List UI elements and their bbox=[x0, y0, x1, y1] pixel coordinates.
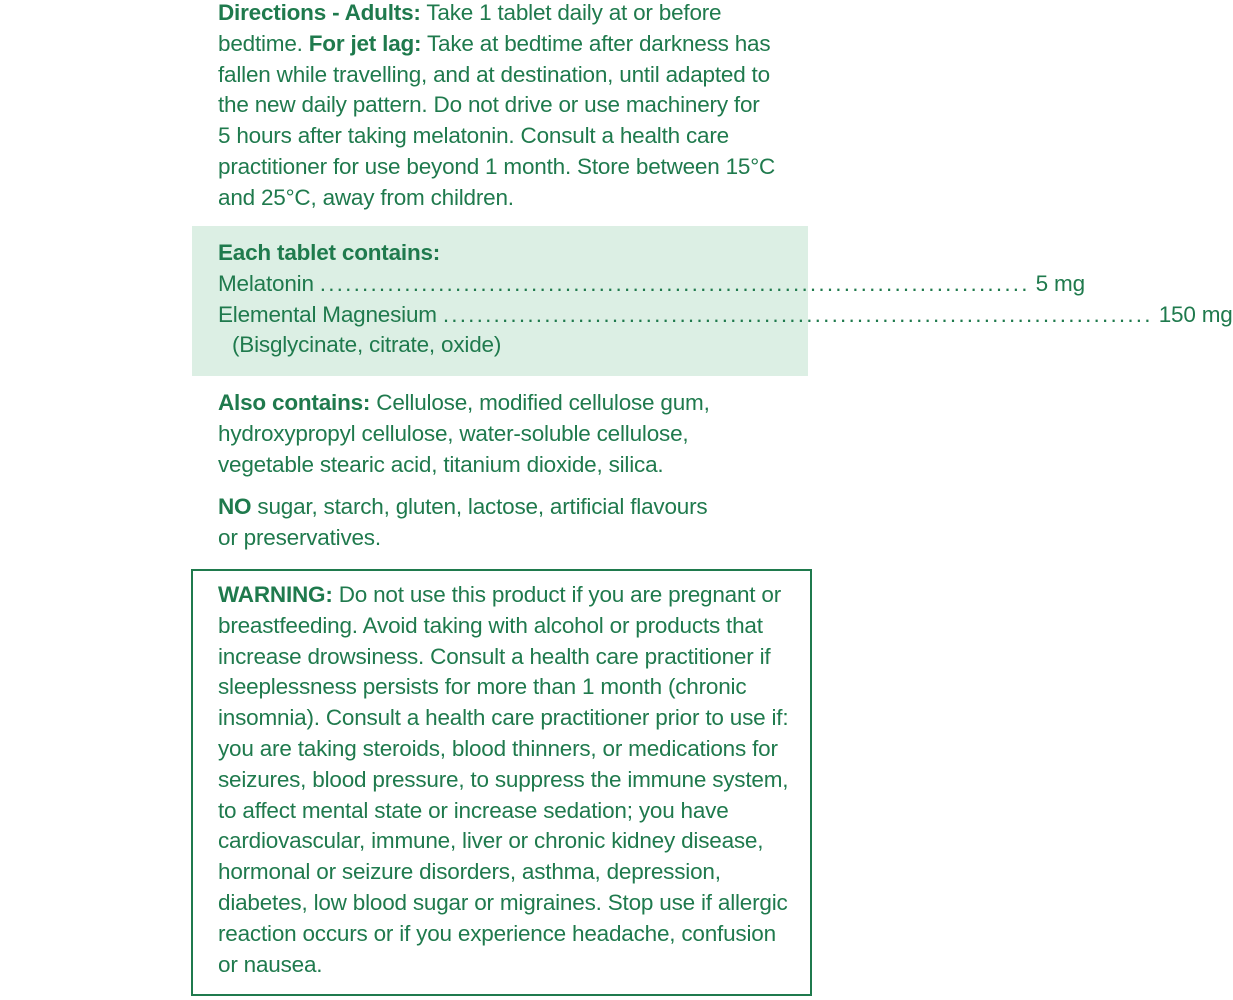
free-from-line: or preservatives. bbox=[218, 524, 381, 550]
ingredient-name: Melatonin bbox=[218, 270, 314, 296]
no-label: NO bbox=[218, 494, 252, 519]
ingredient-amount: 5 mg bbox=[1035, 270, 1085, 296]
warning-line: WARNING: Do not use this product if you are pregnant or bbox=[218, 582, 782, 607]
directions-line: and 25°C, away from children. bbox=[218, 184, 514, 210]
free-from-line: NO sugar, starch, gluten, lactose, artificial flavours bbox=[218, 494, 708, 519]
ingredient-row bbox=[218, 269, 1085, 300]
also-contains-line: hydroxypropyl cellulose, water-soluble cellulose, bbox=[218, 420, 689, 446]
also-contains-label: Also contains: bbox=[218, 390, 371, 415]
warning-line: sleeplessness persists for more than 1 month (chronic bbox=[218, 674, 747, 700]
warning-line: seizures, blood pressure, to suppress the immune system, bbox=[218, 766, 789, 792]
dot-leader: .................................................................................... bbox=[442, 301, 1153, 327]
directions-section bbox=[218, 0, 775, 214]
warning-section bbox=[218, 580, 788, 980]
warning-line: diabetes, low blood sugar or migraines. Stop use if allergic bbox=[218, 889, 788, 915]
directions-adults-label: Directions - Adults: bbox=[218, 0, 421, 25]
directions-line: practitioner for use beyond 1 month. Store between 15°C bbox=[218, 153, 776, 179]
ingredients-heading: Each tablet contains: bbox=[218, 240, 441, 265]
warning-line: breastfeeding. Avoid taking with alcohol or products that bbox=[218, 612, 763, 638]
ingredient-sub-note: (Bisglycinate, citrate, oxide) bbox=[232, 332, 502, 358]
also-contains-section bbox=[218, 388, 710, 480]
warning-line: cardiovascular, immune, liver or chronic kidney disease, bbox=[218, 828, 764, 854]
directions-line: fallen while travelling, and at destination, until adapted to bbox=[218, 61, 770, 87]
also-contains-line: Also contains: Cellulose, modified cellulose gum, bbox=[218, 390, 710, 415]
also-contains-line: vegetable stearic acid, titanium dioxide, silica. bbox=[218, 451, 664, 477]
warning-line: increase drowsiness. Consult a health care practitioner if bbox=[218, 643, 771, 669]
directions-line: 5 hours after taking melatonin. Consult a health care bbox=[218, 123, 729, 149]
ingredient-row bbox=[218, 300, 1233, 331]
directions-line: the new daily pattern. Do not drive or use machinery for bbox=[218, 92, 760, 118]
warning-line: you are taking steroids, blood thinners, or medications for bbox=[218, 735, 778, 761]
directions-line: bedtime. For jet lag: Take at bedtime after darkness has bbox=[218, 30, 771, 56]
warning-line: insomnia). Consult a health care practitioner prior to use if: bbox=[218, 705, 789, 731]
directions-line: Directions - Adults: Take 1 tablet daily at or before bbox=[218, 0, 722, 25]
jet-lag-label: For jet lag: bbox=[308, 30, 422, 56]
ingredients-section bbox=[218, 238, 1233, 361]
warning-line: or nausea. bbox=[218, 951, 323, 977]
warning-line: reaction occurs or if you experience headache, confusion bbox=[218, 920, 776, 946]
warning-label: WARNING: bbox=[218, 582, 333, 607]
warning-line: hormonal or seizure disorders, asthma, depression, bbox=[218, 859, 721, 885]
dot-leader: .................................................................................... bbox=[319, 270, 1030, 296]
free-from-section bbox=[218, 492, 707, 554]
ingredient-name: Elemental Magnesium bbox=[218, 301, 437, 327]
ingredient-amount: 150 mg bbox=[1158, 301, 1233, 327]
warning-line: to affect mental state or increase sedation; you have bbox=[218, 797, 729, 823]
